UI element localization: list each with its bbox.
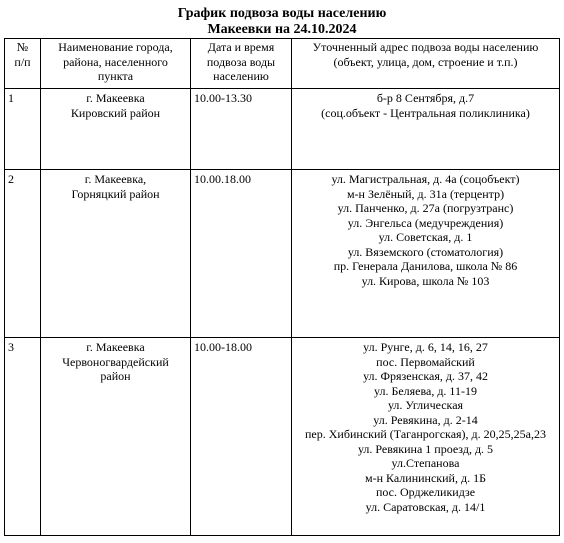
header-address xyxy=(292,39,560,89)
row-name-line: Горняцкий район xyxy=(71,186,160,201)
address-line: (соц.объект - Центральная поликлиника) xyxy=(321,105,530,120)
row-time: 10.00-13.30 xyxy=(191,89,292,170)
document-title xyxy=(0,6,564,38)
schedule-table xyxy=(4,38,560,536)
address-line: б-р 8 Сентября, д.7 xyxy=(376,91,475,105)
table-header-row xyxy=(5,39,560,89)
row-name xyxy=(41,338,191,536)
header-num xyxy=(5,39,41,89)
row-num: 1 xyxy=(5,89,41,170)
row-addresses xyxy=(292,89,560,170)
row-addresses xyxy=(292,338,560,536)
address-line: ул. Ревякина, д. 2-14 xyxy=(373,412,478,427)
row-name-line: г. Макеевка xyxy=(86,340,145,354)
address-line: ул. Ревякина 1 проезд, д. 5 xyxy=(357,441,494,456)
title-line-2: Макеевки на 24.10.2024 xyxy=(207,22,357,37)
header-time xyxy=(191,39,292,89)
row-addresses xyxy=(292,170,560,338)
address-line: ул. Энгельса (медучреждения) xyxy=(347,215,504,230)
header-address-line: Уточненный адрес подвоза воды населению xyxy=(312,40,539,54)
header-name xyxy=(41,39,191,89)
address-line: ул. Углическая xyxy=(387,398,464,412)
address-line: пер. Хибинский (Таганрогская), д. 20,25,25а,23 xyxy=(305,427,546,441)
header-num-line: № xyxy=(16,40,29,54)
header-name-line: Наименование города, xyxy=(58,40,173,54)
header-time-line: Дата и время xyxy=(207,40,275,54)
address-line: ул. Советская, д. 1 xyxy=(378,230,473,244)
address-line: ул. Панченко, д. 27а (погрузтранс) xyxy=(337,201,514,215)
row-name xyxy=(41,89,191,170)
address-line: ул. Фрязенская, д. 37, 42 xyxy=(363,369,488,383)
table-row xyxy=(5,338,560,536)
address-line: м-н Зелёный, д. 31а (терцентр) xyxy=(346,186,505,201)
row-time: 10.00-18.00 xyxy=(191,338,292,536)
row-num: 2 xyxy=(5,170,41,338)
address-line: ул. Беляева, д. 11-19 xyxy=(373,383,477,398)
row-name xyxy=(41,170,191,338)
address-line: ул. Рунге, д. 6, 14, 16, 27 xyxy=(363,340,488,354)
header-name-line: района, населенного xyxy=(63,54,168,69)
address-line: ул. Саратовская, д. 14/1 xyxy=(365,499,486,514)
row-name-line: район xyxy=(100,369,131,383)
row-name-line: г. Макеевка, xyxy=(84,172,147,186)
header-name-line: пункта xyxy=(97,69,134,83)
header-num-line: п/п xyxy=(14,54,31,69)
header-address-line: (объект, улица, дом, строение и т.п.) xyxy=(333,54,518,69)
header-time-line: населению xyxy=(213,69,269,83)
address-line: ул. Вяземского (стоматология) xyxy=(347,244,504,259)
row-name-line: г. Макеевка xyxy=(86,91,145,105)
row-time: 10.00.18.00 xyxy=(191,170,292,338)
address-line: ул. Магистральная, д. 4а (соцобъект) xyxy=(331,172,520,186)
address-line: м-н Калининский, д. 1Б xyxy=(365,470,486,485)
address-line: пос. Орджеликидзе xyxy=(375,485,476,499)
address-line: пр. Генерала Данилова, школа № 86 xyxy=(333,259,518,273)
title-line-1: График подвоза воды населению xyxy=(177,6,387,21)
header-time-line: подвоза воды xyxy=(206,54,276,69)
address-line: ул.Степанова xyxy=(391,456,460,470)
row-name-line: Кировский район xyxy=(70,105,161,120)
address-line: пос. Первомайский xyxy=(376,354,475,369)
table-row xyxy=(5,89,560,170)
row-name-line: Червоногвардейский xyxy=(62,354,169,369)
table-row xyxy=(5,170,560,338)
address-line: ул. Кирова, школа № 103 xyxy=(361,273,490,288)
row-num: 3 xyxy=(5,338,41,536)
